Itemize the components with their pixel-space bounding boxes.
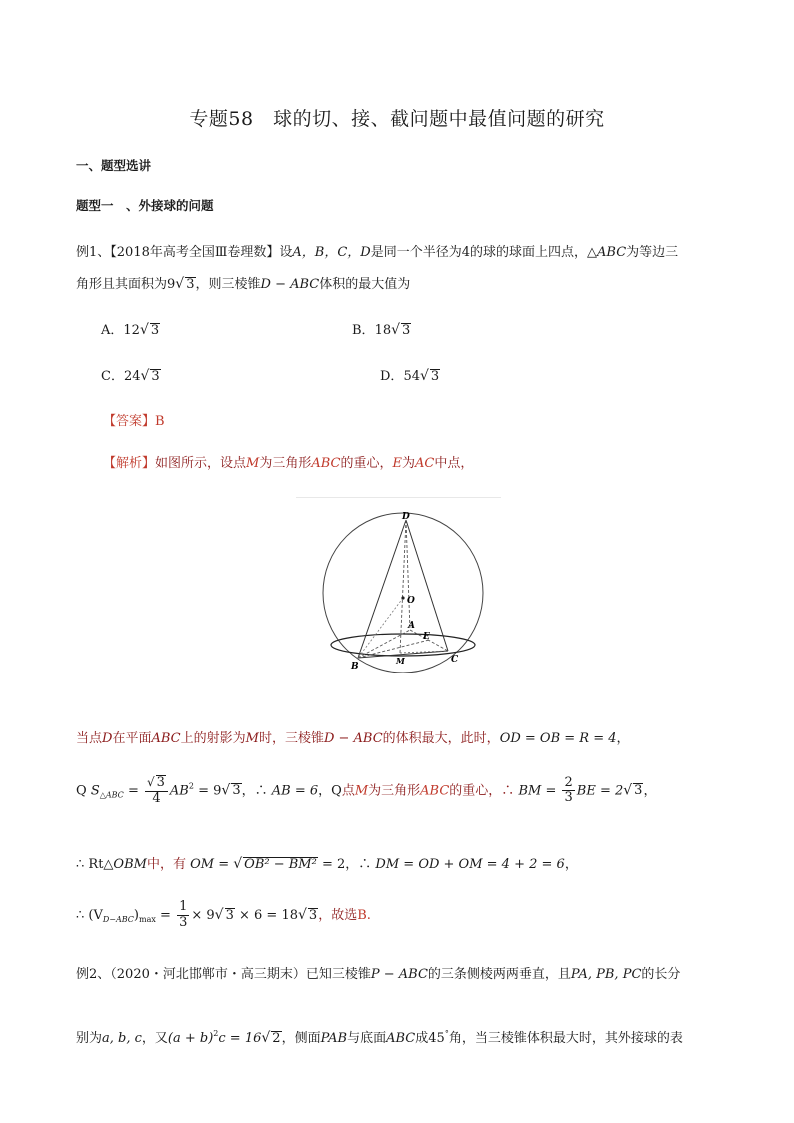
subsection-heading: 题型一 、外接球的问题 xyxy=(76,198,214,213)
circumcircle-ellipse xyxy=(331,634,475,656)
figure-top-rule xyxy=(296,497,501,498)
ex1-line2: 角形且其面积为9√ 3，则三棱锥D − ABC体积的最大值为 xyxy=(76,276,411,292)
solution-line-2: Q $S_{\triangle ABC}$ = $\frac{√ 3}{4}$ $AB^2 = 9√$ 3，∴ AB = 6，Q点M为三角形ABC的重心，∴ BM = $\frac{2}{3}$ BE = 2√ 3， xyxy=(76,774,657,806)
edge-db xyxy=(358,520,406,658)
sphere-outline xyxy=(323,513,483,673)
ex2-line1: 例2、（2020・河北邯郸市・高三期末）已知三棱锥P − ABC的三条侧棱两两垂直，且PA, PB, PC的长分 xyxy=(76,967,681,982)
sphere-pyramid-figure xyxy=(318,508,488,673)
fraction-sqrt3-over-4: $\frac{√ 3}{4}$ xyxy=(145,775,168,807)
page-title: 专题58 球的切、接、截问题中最值问题的研究 xyxy=(189,108,605,130)
center-point-o xyxy=(401,596,404,599)
label-c: C xyxy=(451,655,459,665)
fraction-2-over-3: $\frac{2}{3}$ xyxy=(564,774,573,806)
answer-line: 【答案】B xyxy=(103,414,165,429)
segment-dm xyxy=(400,520,406,653)
segment-ob xyxy=(358,598,403,658)
option-c: C．24√ 3 xyxy=(101,368,160,384)
section-heading: 一、题型选讲 xyxy=(76,158,152,173)
label-d: D xyxy=(402,512,410,522)
option-a: A．12√ 3 xyxy=(101,322,160,338)
label-m: M xyxy=(396,656,405,666)
label-e: E xyxy=(423,632,430,642)
solution-line-1: 当点D在平面ABC上的射影为M时，三棱锥D − ABC的体积最大，此时，OD = OB = R = 4， xyxy=(76,731,630,746)
ex2-line2: 别为a, b, c，又$(a + b)^2c = 16√$ 2，侧面PAB与底面ABC成45°角，当三棱锥体积最大时，其外接球的表 xyxy=(76,1029,683,1046)
label-o: O xyxy=(407,596,415,606)
option-d: D．54√ 3 xyxy=(380,368,440,384)
label-a: A xyxy=(408,621,415,631)
label-b: B xyxy=(351,662,359,672)
solution-line-3: ∴ Rt△OBM中，有 OM = √ OB² − BM² = 2，∴ DM = OD + OM = 4 + 2 = 6， xyxy=(76,856,578,872)
ex1-line1: 例1、【2018年高考全国Ⅲ卷理数】设A，B，C，D是同一个半径为4的球的球面上四点，△ABC为等边三 xyxy=(76,245,679,260)
edge-da xyxy=(406,520,410,630)
option-b: B．18√ 3 xyxy=(352,322,411,338)
fraction-1-over-3: $\frac{1}{3}$ xyxy=(179,899,188,930)
analysis-line: 【解析】如图所示，设点M为三角形ABC的重心，E为AC中点， xyxy=(103,456,474,471)
solution-line-4: ∴ $(V_{D-ABC})_{max}$ = $\frac{1}{3}$ × 9√ 3 × 6 = 18√ 3，故选B. xyxy=(76,899,371,930)
